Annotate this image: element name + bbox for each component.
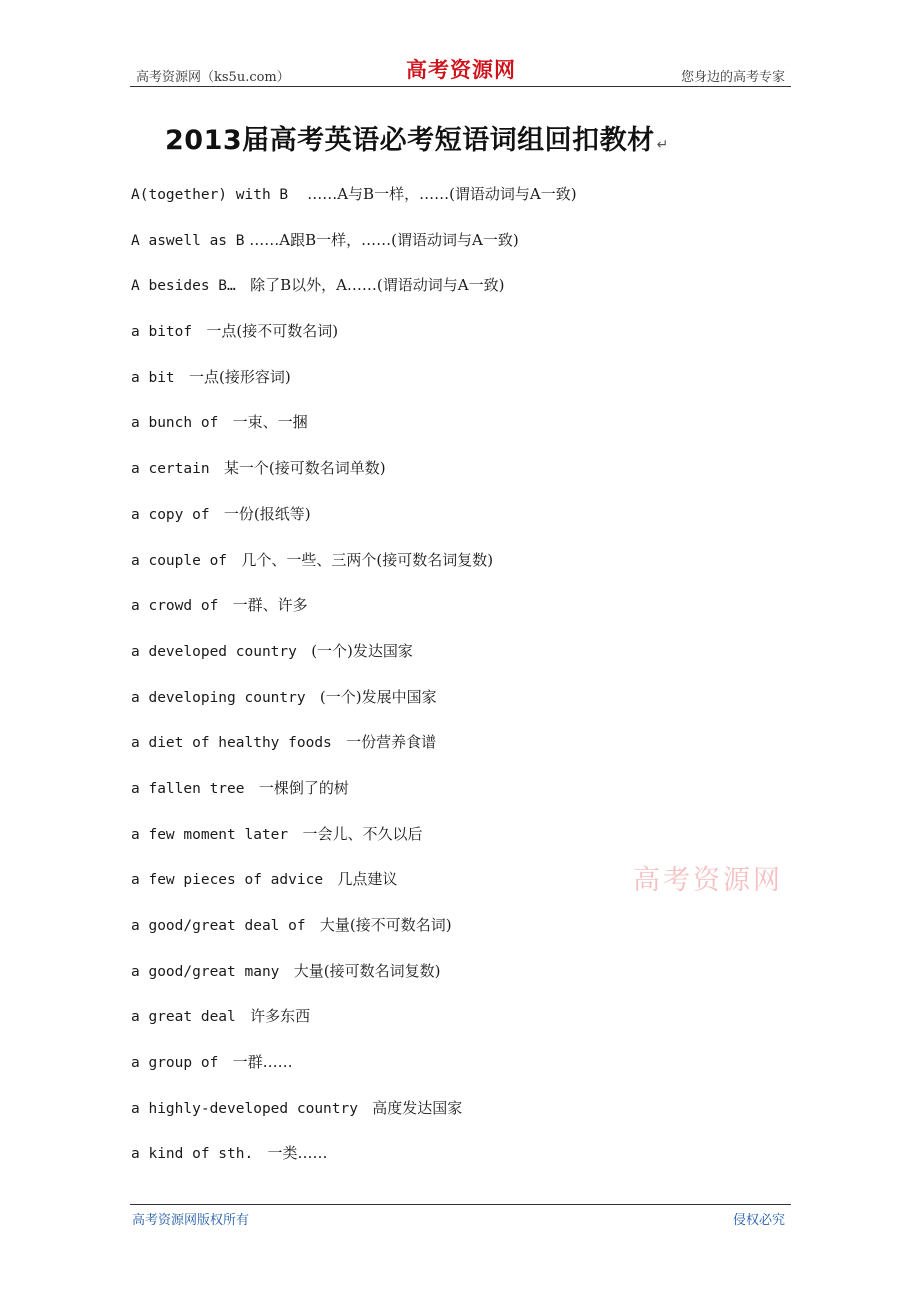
phrase-entry [131, 456, 577, 502]
phrase-chinese: 一类…… [267, 1144, 328, 1163]
phrase-english: A aswell as B [131, 232, 245, 249]
phrase-entry [131, 959, 577, 1005]
paragraph-return-icon: ↵ [656, 137, 669, 153]
phrase-english: a bunch of [131, 415, 219, 432]
phrase-english: a good/great many [131, 963, 280, 980]
phrase-chinese: ……A与B一样，……(谓语动词与A一致) [307, 185, 577, 203]
header-site-name: 高考资源网（ks5u.com） [136, 70, 290, 85]
phrase-entry [131, 730, 577, 776]
phrase-english: a developed country [131, 643, 297, 660]
phrase-entry [131, 1141, 577, 1187]
phrase-english: a diet of healthy foods [131, 735, 332, 752]
phrase-entry [131, 365, 577, 411]
footer-copyright: 高考资源网版权所有 [132, 1213, 250, 1228]
phrase-chinese: 一份(报纸等) [223, 504, 311, 523]
phrase-chinese: (一个)发达国家 [311, 641, 413, 660]
phrase-entry [131, 685, 577, 731]
phrase-english: a great deal [131, 1009, 236, 1026]
site-watermark: 高考资源网 [633, 865, 783, 896]
phrase-chinese: (一个)发展中国家 [319, 687, 437, 706]
phrase-english: a few pieces of advice [131, 872, 324, 889]
phrase-entry [131, 502, 577, 548]
phrase-chinese: 一棵倒了的树 [258, 778, 349, 797]
phrase-entry [131, 593, 577, 639]
phrase-entry [131, 867, 577, 913]
header-logo: 高考资源网 [406, 57, 516, 82]
phrase-entry [131, 319, 577, 365]
phrase-chinese: 一群…… [232, 1053, 293, 1072]
phrase-entry [131, 228, 577, 274]
phrase-chinese: 几个、一些、三两个(接可数名词复数) [241, 550, 494, 569]
phrase-entry [131, 776, 577, 822]
phrase-entry [131, 639, 577, 685]
phrase-chinese: 许多东西 [250, 1007, 311, 1026]
phrase-chinese: 高度发达国家 [372, 1098, 463, 1117]
phrase-list [131, 182, 577, 1187]
phrase-english: a good/great deal of [131, 918, 306, 934]
phrase-chinese: 一份营养食谱 [346, 733, 437, 752]
phrase-chinese: 一点(接不可数名词) [206, 322, 339, 341]
phrase-chinese: ……A跟B一样，……(谓语动词与A一致) [249, 230, 519, 249]
phrase-chinese: 大量(接可数名词复数) [293, 961, 441, 980]
phrase-english: a couple of [131, 552, 228, 569]
phrase-chinese: 大量(接不可数名词) [319, 916, 452, 934]
phrase-chinese: 一群、许多 [232, 596, 308, 615]
phrase-english: a kind of sth. [131, 1146, 254, 1163]
phrase-english: a crowd of [131, 598, 219, 615]
phrase-entry [131, 1050, 577, 1096]
phrase-english: a developing country [131, 689, 306, 706]
phrase-english: a group of [131, 1055, 219, 1072]
phrase-chinese: 某一个(接可数名词单数) [223, 459, 386, 478]
phrase-chinese: 一束、一捆 [232, 413, 308, 432]
phrase-entry [131, 1096, 577, 1142]
phrase-chinese: 一点(接形容词) [188, 367, 291, 386]
phrase-chinese: 除了B以外，A……(谓语动词与A一致) [250, 276, 505, 295]
phrase-english: a fallen tree [131, 780, 245, 797]
footer-rights-notice: 侵权必究 [732, 1213, 785, 1228]
phrase-entry [131, 548, 577, 594]
phrase-chinese: 一会儿、不久以后 [302, 824, 423, 843]
document-title-text: 2013届高考英语必考短语词组回扣教材 [165, 125, 655, 156]
phrase-english: A(together) with B [131, 187, 289, 203]
page-footer [130, 1204, 791, 1229]
phrase-english: A besides B… [131, 278, 236, 295]
phrase-entry [131, 1004, 577, 1050]
phrase-entry [131, 273, 577, 319]
phrase-entry [131, 182, 577, 228]
phrase-english: a copy of [131, 506, 210, 523]
phrase-english: a few moment later [131, 826, 289, 843]
phrase-entry [131, 410, 577, 456]
document-title [165, 118, 669, 157]
phrase-english: a bit [131, 369, 175, 386]
page-header [130, 58, 791, 87]
header-slogan: 您身边的高考专家 [680, 70, 785, 85]
phrase-english: a highly-developed country [131, 1100, 358, 1117]
phrase-entry [131, 913, 577, 959]
phrase-entry [131, 822, 577, 868]
phrase-english: a bitof [131, 324, 193, 341]
phrase-chinese: 几点建议 [337, 870, 398, 889]
phrase-english: a certain [131, 461, 210, 478]
